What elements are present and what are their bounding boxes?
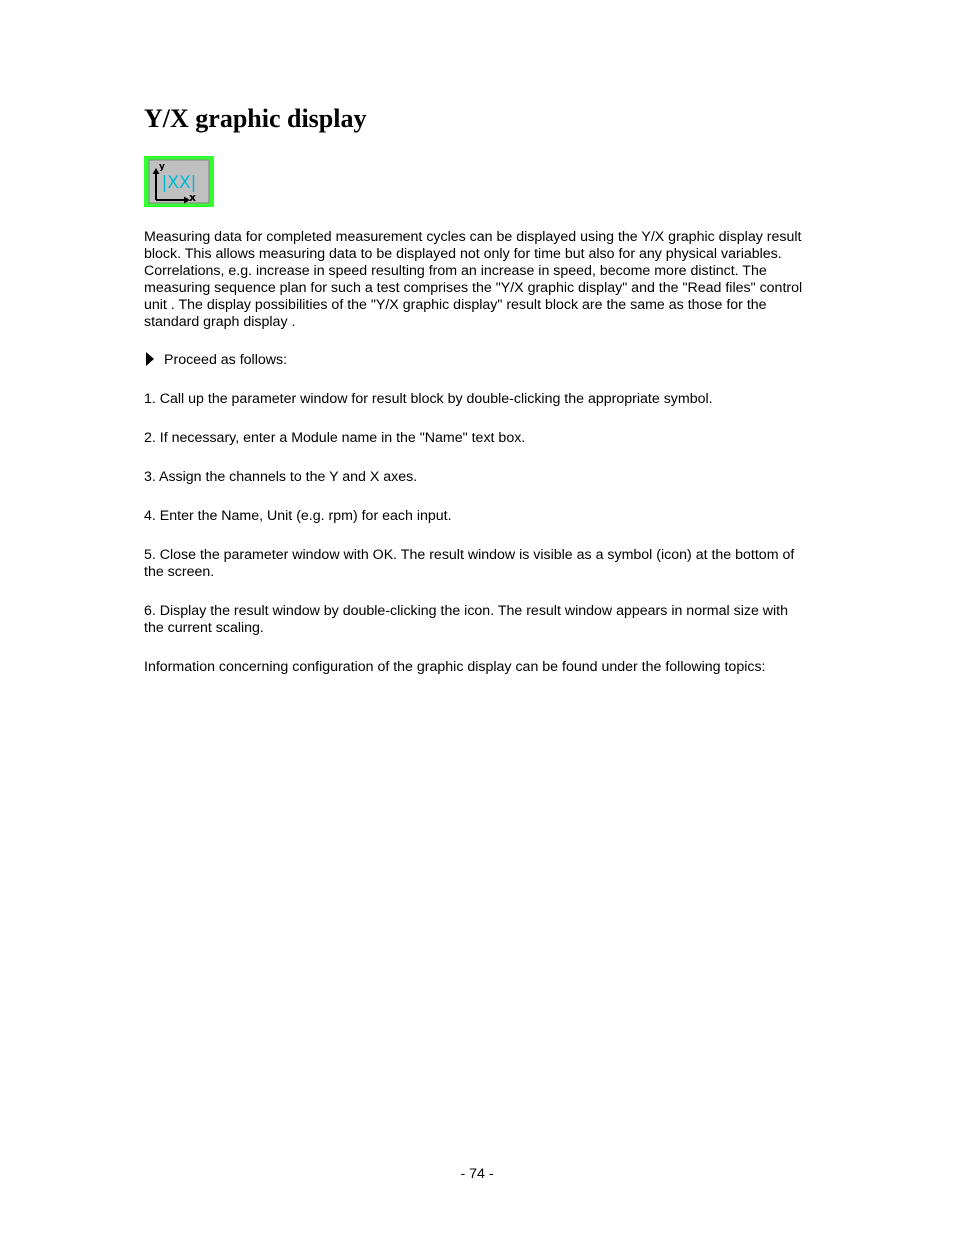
step-2: 2. If necessary, enter a Module name in the "Name" text box.: [144, 430, 526, 446]
step-4: 4. Enter the Name, Unit (e.g. rpm) for each input.: [144, 508, 452, 524]
page-number: - 74 -: [460, 1166, 494, 1182]
step-3: 3. Assign the channels to the Y and X axes.: [144, 469, 418, 485]
step-1: 1. Call up the parameter window for result block by double-clicking the appropriate symbol.: [144, 391, 713, 407]
step-5: 5. Close the parameter window with OK. The result window is visible as a symbol (icon) at the bottom of the screen.: [144, 547, 795, 580]
icon-x-label: x: [189, 191, 197, 204]
yx-graphic-display-icon[interactable]: [144, 156, 214, 207]
icon-y-label: y: [159, 162, 165, 172]
page-title: Y/X graphic display: [144, 104, 367, 133]
icon-symbol-label: |XX|: [161, 173, 197, 193]
proceed-label: Proceed as follows:: [164, 352, 288, 368]
intro-paragraph: Measuring data for completed measurement cycles can be displayed using the Y/X graphic display result block. This allows measuring data to be displayed not only for time but also for any physical variables. Correlations, e.g. increase in speed resulting from an increase in speed, become more distinct. The measuring sequence plan for such a test comprises the "Y/X graphic display" and the "Read files" control unit . The display possibilities of the "Y/X graphic display" result block are the same as those for the standard graph display .: [144, 229, 803, 330]
bullet-arrow-icon: [146, 352, 154, 366]
info-paragraph: Information concerning configuration of the graphic display can be found under the following topics:: [144, 659, 766, 675]
step-6: 6. Display the result window by double-clicking the icon. The result window appears in normal size with the current scaling.: [144, 603, 789, 636]
proceed-line: [144, 352, 287, 369]
